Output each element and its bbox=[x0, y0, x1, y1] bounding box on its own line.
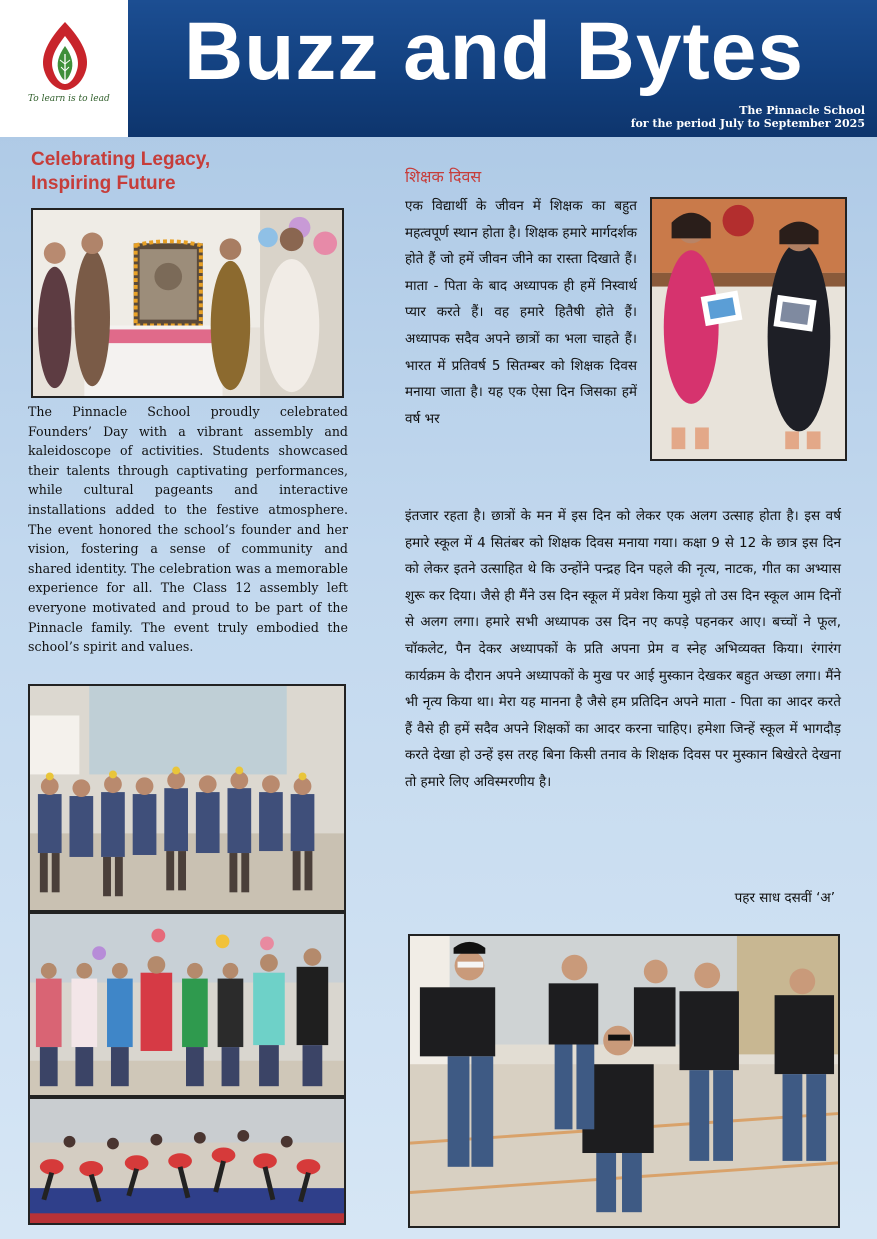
flame-leaf-logo-icon bbox=[38, 20, 92, 92]
school-name: The Pinnacle School bbox=[739, 104, 865, 117]
author-signature: पहर साध दसवीं ‘अ’ bbox=[734, 890, 835, 906]
students-row-photo bbox=[28, 912, 346, 1097]
founders-day-heading: Celebrating Legacy, Inspiring Future bbox=[31, 149, 211, 194]
teachers-day-heading: शिक्षक दिवस bbox=[405, 167, 482, 186]
children-group-photo bbox=[28, 684, 346, 912]
performance-mat-photo bbox=[28, 1097, 346, 1225]
founders-day-photo bbox=[31, 208, 344, 398]
teachers-photo bbox=[650, 197, 847, 461]
school-logo bbox=[0, 0, 128, 137]
masthead-subtitle bbox=[631, 104, 865, 130]
tagline: To learn is to lead bbox=[28, 94, 110, 104]
masthead-banner bbox=[128, 0, 877, 137]
newsletter-title: Buzz and Bytes bbox=[184, 6, 804, 97]
period-line: for the period July to September 2025 bbox=[630, 117, 865, 130]
teachers-day-paragraph-bottom: इंतजार रहता है। छात्रों के मन में इस दिन को लेकर एक अलग उत्साह होता है। इस वर्ष हमारे स्कूल में 4 सितंबर को शिक्षक दिवस मनाया गया। कक्षा 9 से 12 के छात्र इस दिन को लेकर इतने उत्साहित थे कि उन्होंने पन्द्रह दिन पहले की नृत्य, नाटक, गीत का अभ्यास शुरू कर दिया। जैसे ही मैंने उस दिन स्कूल में प्रवेश किया मुझे तो उस दिन स्कूल आम दिनों से अलग लगा। हमारे सभी अध्यापक उस दिन नए कपड़े पहनकर आए। बच्चों ने फूल, चॉकलेट, पैन देकर अध्यापकों के प्रति अपना प्रेम व स्नेह अभिव्यक्त किया। रंगारंग कार्यक्रम के दौरान अपने अध्यापकों के मुख पर आई मुस्कान देखकर बहुत अच्छा लगा। मैंने भी नृत्य किया था। मेरा यह मानना है जैसे हम प्रतिदिन अपने माता - पिता का आदर करते हैं वैसे ही हमें सदैव अपने शिक्षकों का आदर करना चाहिए। हमेशा जिन्हें स्कूल में भागदौड़ करते देखा हो उन्हें इस तरह बिना किसी तनाव के शिक्षक दिवस पर मुस्कान बिखेरते देखना तो हमारे लिए अविस्मरणीय है। bbox=[405, 508, 841, 790]
boys-performance-photo bbox=[408, 934, 840, 1228]
founders-day-paragraph: The Pinnacle School proudly celebrated Founders’ Day with a vibrant assembly and kaleidoscope of activities. Students showcased their talents through captivating performances, while cultural pageants and interactive installations added to the festive atmosphere. The event honored the school’s founder and her vision, fostering a sense of community and shared identity. The celebration was a memorable experience for all. The Class 12 assembly left everyone motivated and proud to be part of the Pinnacle family. The event truly embodied the school’s spirit and values. bbox=[28, 404, 348, 655]
teachers-day-paragraph-top: एक विद्यार्थी के जीवन में शिक्षक का बहुत महत्वपूर्ण स्थान होता है। शिक्षक हमारे मार्गदर्शक होते हैं जो हमें जीवन जीने का रास्ता दिखाते हैं। माता - पिता के बाद अध्यापक ही हमें निस्वार्थ प्यार करते हैं। वह हमारे हितैषी होते हैं। अध्यापक सदैव अपने छात्रों का भला चाहते हैं। भारत में प्रतिवर्ष 5 सितम्बर को शिक्षक दिवस मनाया जाता है। यह एक ऐसा दिन जिसका हमें वर्ष भर bbox=[405, 198, 637, 427]
